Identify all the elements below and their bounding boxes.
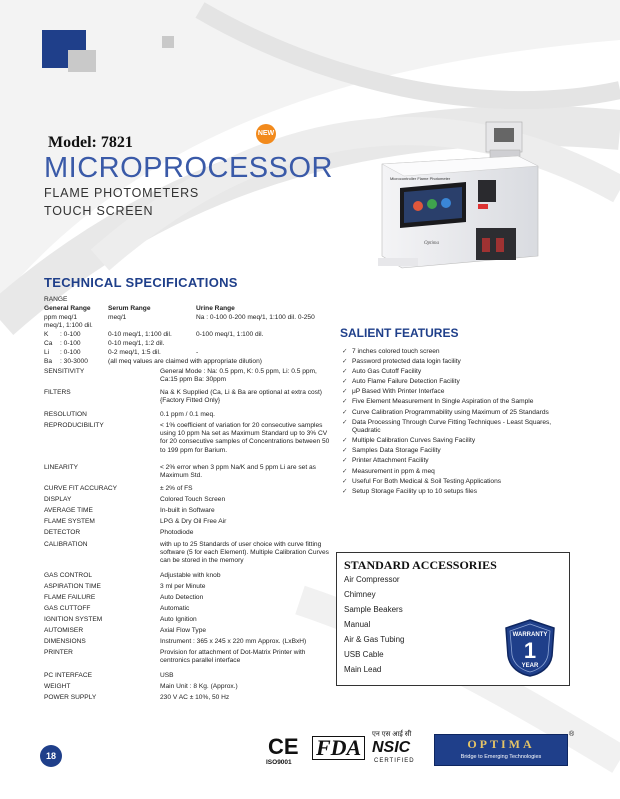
- decor-small-square: [162, 36, 174, 48]
- nsic-hindi: एन एस आई सी: [372, 731, 412, 738]
- range-el-li: Li: [44, 349, 50, 356]
- spec-value-filters: Na & K Supplied (Ca, Li & Ba are optional at extra cost) {Factory Fitted Only}: [160, 389, 322, 405]
- list-item: ✓ Printer Attachment Facility: [342, 457, 429, 465]
- check-icon: ✓: [342, 348, 348, 355]
- range-col-urine: Urine Range: [196, 305, 235, 312]
- list-item: ✓ μP Based With Printer Interface: [342, 388, 445, 396]
- range-row-na-cont: meq/1, 1:100 dil.: [44, 322, 93, 329]
- page-title: MICROPROCESSOR: [44, 152, 333, 184]
- warranty-bottom-text: YEAR: [521, 663, 539, 669]
- warranty-shield-icon: [502, 618, 558, 678]
- ce-logo: CE: [268, 734, 299, 759]
- check-icon: ✓: [342, 418, 348, 426]
- model-number: Model: 7821: [48, 134, 133, 151]
- fda-logo: FDA: [312, 736, 365, 760]
- optima-tagline: Bridge to Emerging Technologies: [460, 754, 542, 760]
- warranty-top-text: WARRANTY: [512, 632, 548, 638]
- check-icon: ✓: [342, 378, 348, 386]
- page-number: 18: [40, 745, 62, 767]
- list-item: ✓ Samples Data Storage Facility: [342, 447, 441, 455]
- check-icon: ✓: [342, 388, 348, 396]
- salient-features-list: [342, 348, 578, 498]
- range-el-k: K: [44, 331, 49, 338]
- spec-label-linearity: LINEARITY: [44, 464, 79, 471]
- accessory-item: Manual: [344, 620, 371, 629]
- optima-logo: [434, 734, 568, 766]
- spec-value-sensitivity: General Mode : Na: 0.5 ppm, K: 0.5 ppm, Li: 0.5 ppm, Ca:15 ppm Ba: 30ppm: [160, 368, 317, 384]
- spec-label-sensitivity: SENSITIVITY: [44, 368, 85, 375]
- range-gen-ba: : 30-3000: [60, 358, 88, 365]
- spec-label-average-time: AVERAGE TIME: [44, 507, 93, 514]
- list-item: ✓ Auto Flame Failure Detection Facility: [342, 378, 460, 386]
- list-item: ✓ 7 inches colored touch screen: [342, 348, 440, 355]
- spec-value-calibration: with up to 25 Standards of user choice with curve fitting software (5 for each Element). Multiple Calibration Curves can be stored in the memory: [160, 541, 329, 565]
- range-gen-li: : 0-100: [60, 349, 81, 356]
- subtitle-line-1: FLAME PHOTOMETERS: [44, 186, 200, 200]
- spec-value-resolution: 0.1 ppm / 0.1 meq.: [160, 411, 215, 418]
- spec-label-ignition: IGNITION SYSTEM: [44, 616, 103, 623]
- spec-value-automiser: Axial Flow Type: [160, 627, 207, 634]
- spec-label-filters: FILTERS: [44, 389, 71, 396]
- range-label: RANGE: [44, 296, 68, 303]
- range-el-ca: Ca: [44, 340, 53, 347]
- svg-text:Optima: Optima: [424, 241, 439, 246]
- spec-label-aspiration-time: ASPIRATION TIME: [44, 583, 101, 590]
- svg-text:Microcontroller Flame Photomet: Microcontroller Flame Photometer: [390, 176, 451, 181]
- spec-value-flame-system: LPG & Dry Oil Free Air: [160, 518, 227, 525]
- list-item: ✓ Multiple Calibration Curves Saving Facility: [342, 437, 476, 445]
- spec-label-detector: DETECTOR: [44, 529, 81, 536]
- check-icon: ✓: [342, 358, 348, 366]
- spec-label-dimensions: DIMENSIONS: [44, 638, 86, 645]
- spec-label-gas-cutoff: GAS CUTTOFF: [44, 605, 91, 612]
- flame-photometer-image: [378, 118, 548, 286]
- spec-value-aspiration-time: 3 ml per Minute: [160, 583, 206, 590]
- range-serum-li: 0-2 meq/1, 1:5 dil.: [108, 349, 161, 356]
- warranty-number: 1: [523, 638, 537, 663]
- spec-value-pc-interface: USB: [160, 672, 174, 679]
- check-icon: ✓: [342, 398, 348, 406]
- subtitle-line-2: TOUCH SCREEN: [44, 204, 154, 218]
- spec-label-reproducibility: REPRODUCIBILITY: [44, 422, 104, 429]
- registered-mark: ®: [569, 731, 575, 738]
- spec-label-calibration: CALIBRATION: [44, 541, 88, 548]
- range-col-general: General Range: [44, 305, 91, 312]
- range-gen-k: : 0-100: [60, 331, 81, 338]
- salient-features-heading: SALIENT FEATURES: [340, 326, 459, 340]
- nsic-logo: NSIC: [372, 739, 411, 756]
- new-badge: NEW: [256, 124, 276, 144]
- decor-grey-square: [68, 50, 96, 72]
- spec-label-flame-system: FLAME SYSTEM: [44, 518, 95, 525]
- accessory-item: Chimney: [344, 590, 376, 599]
- spec-value-flame-failure: Auto Detection: [160, 594, 204, 601]
- list-item: ✓ Curve Calibration Programmability using Maximum of 25 Standards: [342, 408, 549, 416]
- accessory-item: Air Compressor: [344, 575, 400, 584]
- spec-label-printer: PRINTER: [44, 649, 73, 656]
- spec-label-flame-failure: FLAME FAILURE: [44, 594, 96, 601]
- spec-value-linearity: < 2% error when 3 ppm Na/K and 5 ppm Li are set as Maximum Std.: [160, 464, 316, 480]
- iso-logo: ISO9001: [266, 759, 292, 766]
- spec-value-detector: Photodiode: [160, 529, 194, 536]
- spec-value-gas-control: Adjustable with knob: [160, 572, 221, 579]
- spec-label-weight: WEIGHT: [44, 683, 71, 690]
- spec-label-pc-interface: PC INTERFACE: [44, 672, 92, 679]
- range-gen-ca: : 0-100: [60, 340, 81, 347]
- range-col-serum: Serum Range: [108, 305, 151, 312]
- tech-specs-heading: TECHNICAL SPECIFICATIONS: [44, 275, 238, 290]
- accessories-heading: STANDARD ACCESSORIES: [344, 558, 497, 572]
- spec-value-dimensions: Instrument : 365 x 245 x 220 mm Approx. (LxBxH): [160, 638, 307, 645]
- list-item: ✓ Measurement in ppm & meq: [342, 467, 435, 475]
- list-item: ✓ Setup Storage Facility up to 10 setups files: [342, 487, 477, 495]
- check-icon: ✓: [342, 477, 348, 485]
- spec-value-average-time: In-built in Software: [160, 507, 215, 514]
- spec-label-automiser: AUTOMISER: [44, 627, 84, 634]
- check-icon: ✓: [342, 437, 348, 445]
- check-icon: ✓: [342, 447, 348, 455]
- list-item: ✓ Data Processing Through Curve Fitting Techniques - Least Squares, Quadratic: [342, 418, 552, 435]
- spec-label-display: DISPLAY: [44, 496, 72, 503]
- spec-value-gas-cutoff: Automatic: [160, 605, 190, 612]
- spec-label-curve-fit: CURVE FIT ACCURACY: [44, 485, 118, 492]
- range-row-na-general: ppm meq/1: [44, 314, 77, 321]
- spec-value-display: Colored Touch Screen: [160, 496, 226, 503]
- range-note-ba: (all meq values are claimed with appropriate dilution): [108, 358, 262, 365]
- spec-value-power-supply: 230 V AC ± 10%, 50 Hz: [160, 694, 230, 701]
- range-row-na-serum: meq/1: [108, 314, 127, 321]
- spec-value-printer: Provision for attachment of Dot-Matrix Printer with centronics parallel interface: [160, 649, 306, 665]
- range-serum-ca: 0-10 meq/1, 1:2 dil.: [108, 340, 165, 347]
- check-icon: ✓: [342, 408, 348, 416]
- spec-value-weight: Main Unit : 8 Kg. (Approx.): [160, 683, 238, 690]
- spec-value-curve-fit: ± 2% of FS: [160, 485, 193, 492]
- spec-value-ignition: Auto Ignition: [160, 616, 197, 623]
- check-icon: ✓: [342, 457, 348, 465]
- accessory-item: USB Cable: [344, 650, 384, 659]
- check-icon: ✓: [342, 368, 348, 376]
- range-urine-k: 0-100 meq/1, 1:100 dil.: [196, 331, 264, 338]
- optima-wordmark: OPTIMA: [467, 737, 535, 751]
- range-serum-k: 0-10 meq/1, 1:100 dil.: [108, 331, 172, 338]
- list-item: ✓ Auto Gas Cutoff Facility: [342, 368, 422, 376]
- range-urine-li: -: [196, 349, 199, 356]
- list-item: ✓ Password protected data login facility: [342, 358, 461, 366]
- accessory-item: Main Lead: [344, 665, 382, 674]
- check-icon: ✓: [342, 467, 348, 475]
- accessory-item: Sample Beakers: [344, 605, 403, 614]
- range-el-ba: Ba: [44, 358, 53, 365]
- list-item: ✓ Five Element Measurement In Single Aspiration of the Sample: [342, 398, 534, 406]
- list-item: ✓ Useful For Both Medical & Soil Testing Applications: [342, 477, 502, 485]
- spec-label-resolution: RESOLUTION: [44, 411, 87, 418]
- spec-label-power-supply: POWER SUPPLY: [44, 694, 97, 701]
- range-row-na-urine: Na : 0-100 0-200 meq/1, 1:100 dil. 0-250: [196, 314, 315, 321]
- spec-label-gas-control: GAS CONTROL: [44, 572, 92, 579]
- spec-value-reproducibility: < 1% coefficient of variation for 20 consecutive samples using 10 ppm Na set as Maximum Standard up to 3% CV for 20 consecutive samples of Concentrations between 50 to 199 ppm for Barium.: [160, 422, 330, 454]
- accessory-item: Air & Gas Tubing: [344, 635, 405, 644]
- check-icon: ✓: [342, 487, 348, 495]
- nsic-certified: CERTIFIED: [374, 758, 415, 764]
